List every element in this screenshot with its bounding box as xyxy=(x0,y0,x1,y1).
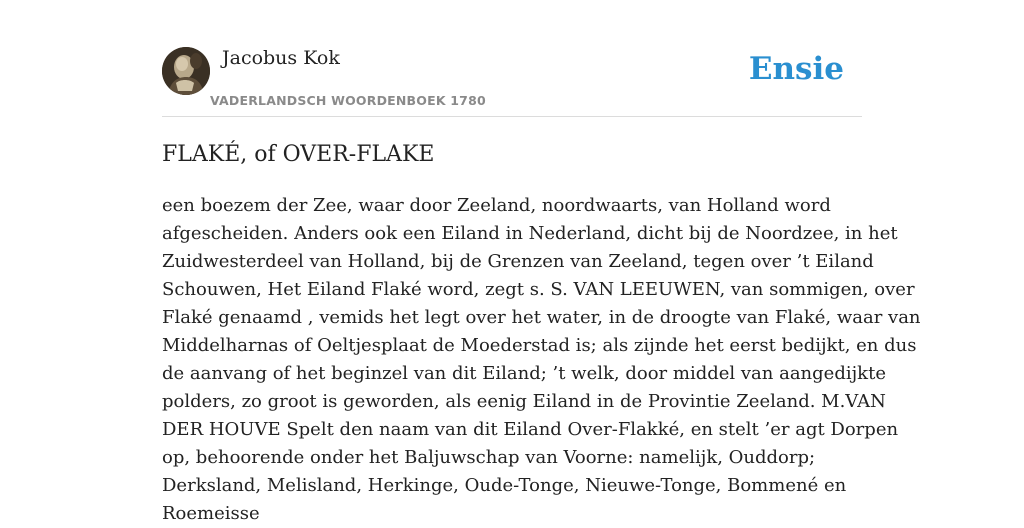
portrait-avatar-icon xyxy=(162,47,210,95)
body-line: Flaké genaamd , vemids het legt over het water, in de droogte van Flaké, waar van xyxy=(162,307,921,328)
author-name[interactable]: Jacobus Kok xyxy=(222,47,340,69)
body-line: een boezem der Zee, waar door Zeeland, noordwaarts, van Holland word xyxy=(162,195,831,216)
source-label[interactable]: VADERLANDSCH WOORDENBOEK 1780 xyxy=(210,93,486,108)
entry-page xyxy=(162,0,921,524)
entry-body xyxy=(162,192,921,528)
body-line: Roemeisse xyxy=(162,503,260,524)
brand-logo[interactable]: Ensie xyxy=(748,51,844,87)
author-avatar[interactable] xyxy=(162,47,210,95)
body-line: Schouwen, Het Eiland Flaké word, zegt s. S. VAN LEEUWEN, van sommigen, over xyxy=(162,279,915,300)
body-line: Middelharnas of Oeltjesplaat de Moederstad is; als zijnde het eerst bedijkt, en dus xyxy=(162,335,917,356)
body-line: afgescheiden. Anders ook een Eiland in Nederland, dicht bij de Noordzee, in het xyxy=(162,223,898,244)
body-line: Zuidwesterdeel van Holland, bij de Grenzen van Zeeland, tegen over ’t Eiland xyxy=(162,251,874,272)
entry-header xyxy=(162,0,862,117)
entry-title: FLAKÉ, of OVER-FLAKE xyxy=(162,142,435,167)
body-line: op, behoorende onder het Baljuwschap van Voorne: namelijk, Ouddorp; xyxy=(162,447,816,468)
body-line: de aanvang of het beginzel van dit Eiland; ’t welk, door middel van aangedijkte xyxy=(162,363,886,384)
body-line: polders, zo groot is geworden, als eenig Eiland in de Provintie Zeeland. M.VAN xyxy=(162,391,886,412)
body-line: DER HOUVE Spelt den naam van dit Eiland Over-Flakké, en stelt ’er agt Dorpen xyxy=(162,419,899,440)
body-line: Derksland, Melisland, Herkinge, Oude-Tonge, Nieuwe-Tonge, Bommené en xyxy=(162,475,847,496)
